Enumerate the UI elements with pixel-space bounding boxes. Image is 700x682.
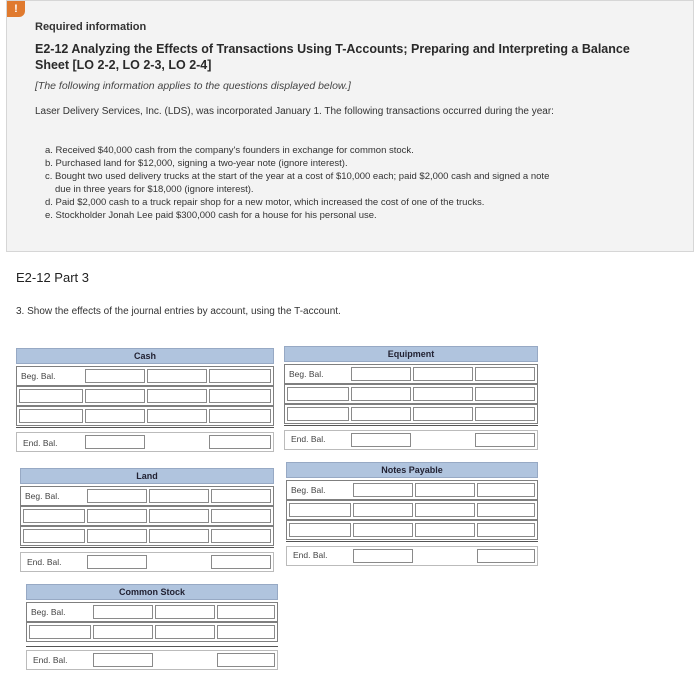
credit-description-input[interactable] xyxy=(413,367,473,381)
t-account-header: Notes Payable xyxy=(286,462,538,478)
beg-bal-label: Beg. Bal. xyxy=(31,607,66,617)
end-bal-label: End. Bal. xyxy=(33,655,68,665)
credit-description-input[interactable] xyxy=(155,625,215,639)
transaction-item: a. Received $40,000 cash from the company's founders in exchange for common stock. xyxy=(45,145,414,156)
part-title: E2-12 Part 3 xyxy=(16,270,89,285)
debit-amount-input[interactable] xyxy=(85,369,145,383)
credit-amount-input[interactable] xyxy=(217,625,275,639)
entry-row xyxy=(16,386,274,406)
required-information-label: Required information xyxy=(35,21,147,33)
debit-description-input[interactable] xyxy=(23,509,85,523)
transaction-item: d. Paid $2,000 cash to a truck repair shop for a new motor, which increased the cost of one of the trucks. xyxy=(45,197,485,208)
credit-amount-input[interactable] xyxy=(475,367,535,381)
end-bal-credit-input[interactable] xyxy=(475,433,535,447)
credit-description-input[interactable] xyxy=(413,407,473,421)
t-account-header: Common Stock xyxy=(26,584,278,600)
debit-amount-input[interactable] xyxy=(93,605,153,619)
end-bal-row xyxy=(20,552,274,572)
t-account-common-stock xyxy=(26,584,278,680)
entry-row xyxy=(284,404,538,424)
total-rule xyxy=(284,425,538,426)
debit-description-input[interactable] xyxy=(287,387,349,401)
t-account-equipment xyxy=(284,346,538,454)
entry-row xyxy=(26,622,278,642)
t-account-header: Land xyxy=(20,468,274,484)
beg-bal-row xyxy=(16,366,274,386)
question-text: 3. Show the effects of the journal entries by account, using the T-account. xyxy=(16,306,341,317)
debit-amount-input[interactable] xyxy=(351,367,411,381)
end-bal-debit-input[interactable] xyxy=(93,653,153,667)
credit-amount-input[interactable] xyxy=(475,387,535,401)
beg-bal-row xyxy=(20,486,274,506)
entry-row xyxy=(16,406,274,426)
credit-amount-input[interactable] xyxy=(477,503,535,517)
total-rule xyxy=(26,646,278,647)
end-bal-debit-input[interactable] xyxy=(351,433,411,447)
credit-amount-input[interactable] xyxy=(211,509,271,523)
debit-amount-input[interactable] xyxy=(353,523,413,537)
total-rule xyxy=(20,547,274,548)
transaction-item: b. Purchased land for $12,000, signing a two-year note (ignore interest). xyxy=(45,158,348,169)
credit-amount-input[interactable] xyxy=(211,489,271,503)
credit-description-input[interactable] xyxy=(147,369,207,383)
beg-bal-label: Beg. Bal. xyxy=(21,371,56,381)
credit-amount-input[interactable] xyxy=(209,369,271,383)
debit-amount-input[interactable] xyxy=(87,489,147,503)
debit-amount-input[interactable] xyxy=(87,509,147,523)
credit-description-input[interactable] xyxy=(149,529,209,543)
credit-description-input[interactable] xyxy=(155,605,215,619)
credit-amount-input[interactable] xyxy=(475,407,535,421)
credit-description-input[interactable] xyxy=(147,409,207,423)
credit-amount-input[interactable] xyxy=(217,605,275,619)
end-bal-label: End. Bal. xyxy=(293,550,328,560)
beg-bal-label: Beg. Bal. xyxy=(25,491,60,501)
credit-description-input[interactable] xyxy=(415,503,475,517)
credit-description-input[interactable] xyxy=(149,489,209,503)
credit-amount-input[interactable] xyxy=(209,409,271,423)
credit-description-input[interactable] xyxy=(413,387,473,401)
beg-bal-label: Beg. Bal. xyxy=(291,485,326,495)
end-bal-row xyxy=(284,430,538,450)
debit-amount-input[interactable] xyxy=(93,625,153,639)
credit-description-input[interactable] xyxy=(415,483,475,497)
end-bal-credit-input[interactable] xyxy=(209,435,271,449)
end-bal-row xyxy=(286,546,538,566)
end-bal-label: End. Bal. xyxy=(291,434,326,444)
beg-bal-row xyxy=(284,364,538,384)
end-bal-debit-input[interactable] xyxy=(353,549,413,563)
beg-bal-label: Beg. Bal. xyxy=(289,369,324,379)
debit-description-input[interactable] xyxy=(29,625,91,639)
entry-row xyxy=(286,520,538,540)
end-bal-credit-input[interactable] xyxy=(477,549,535,563)
entry-row xyxy=(284,384,538,404)
credit-amount-input[interactable] xyxy=(477,523,535,537)
debit-amount-input[interactable] xyxy=(353,483,413,497)
end-bal-label: End. Bal. xyxy=(27,557,62,567)
beg-bal-row xyxy=(26,602,278,622)
debit-amount-input[interactable] xyxy=(351,387,411,401)
t-account-notes-payable xyxy=(286,462,538,568)
exercise-title: E2-12 Analyzing the Effects of Transactions Using T-Accounts; Preparing and Interpreting a Balance Sheet [LO 2-2, LO 2-3, LO 2-4] xyxy=(35,42,630,72)
debit-description-input[interactable] xyxy=(19,409,83,423)
debit-description-input[interactable] xyxy=(23,529,85,543)
debit-description-input[interactable] xyxy=(289,523,351,537)
debit-amount-input[interactable] xyxy=(85,409,145,423)
beg-bal-row xyxy=(286,480,538,500)
debit-amount-input[interactable] xyxy=(87,529,147,543)
t-account-cash xyxy=(16,348,274,458)
transaction-item: c. Bought two used delivery trucks at the start of the year at a cost of $10,000 each; paid $2,000 cash and signed a note xyxy=(45,171,550,182)
debit-description-input[interactable] xyxy=(289,503,351,517)
end-bal-debit-input[interactable] xyxy=(85,435,145,449)
total-rule xyxy=(16,427,274,428)
end-bal-label: End. Bal. xyxy=(23,438,58,448)
end-bal-credit-input[interactable] xyxy=(217,653,275,667)
debit-amount-input[interactable] xyxy=(351,407,411,421)
exercise-note: [The following information applies to the questions displayed below.] xyxy=(35,80,351,92)
debit-amount-input[interactable] xyxy=(85,389,145,403)
debit-amount-input[interactable] xyxy=(353,503,413,517)
transaction-item: e. Stockholder Jonah Lee paid $300,000 cash for a house for his personal use. xyxy=(45,210,377,221)
credit-description-input[interactable] xyxy=(149,509,209,523)
credit-amount-input[interactable] xyxy=(477,483,535,497)
t-account-header: Equipment xyxy=(284,346,538,362)
required-information-panel xyxy=(6,0,694,252)
entry-row xyxy=(286,500,538,520)
credit-amount-input[interactable] xyxy=(209,389,271,403)
transaction-item: due in three years for $18,000 (ignore interest). xyxy=(55,184,254,195)
entry-row xyxy=(20,526,274,546)
alert-icon: ! xyxy=(7,1,25,17)
credit-amount-input[interactable] xyxy=(211,529,271,543)
total-rule xyxy=(286,541,538,542)
debit-description-input[interactable] xyxy=(287,407,349,421)
exercise-intro: Laser Delivery Services, Inc. (LDS), was incorporated January 1. The following transactions occurred during the year: xyxy=(35,106,554,117)
credit-description-input[interactable] xyxy=(415,523,475,537)
end-bal-row xyxy=(16,432,274,452)
credit-description-input[interactable] xyxy=(147,389,207,403)
end-bal-row xyxy=(26,650,278,670)
entry-row xyxy=(20,506,274,526)
end-bal-debit-input[interactable] xyxy=(87,555,147,569)
t-account-land xyxy=(20,468,274,574)
end-bal-credit-input[interactable] xyxy=(211,555,271,569)
debit-description-input[interactable] xyxy=(19,389,83,403)
transaction-list xyxy=(45,144,685,222)
t-account-header: Cash xyxy=(16,348,274,364)
